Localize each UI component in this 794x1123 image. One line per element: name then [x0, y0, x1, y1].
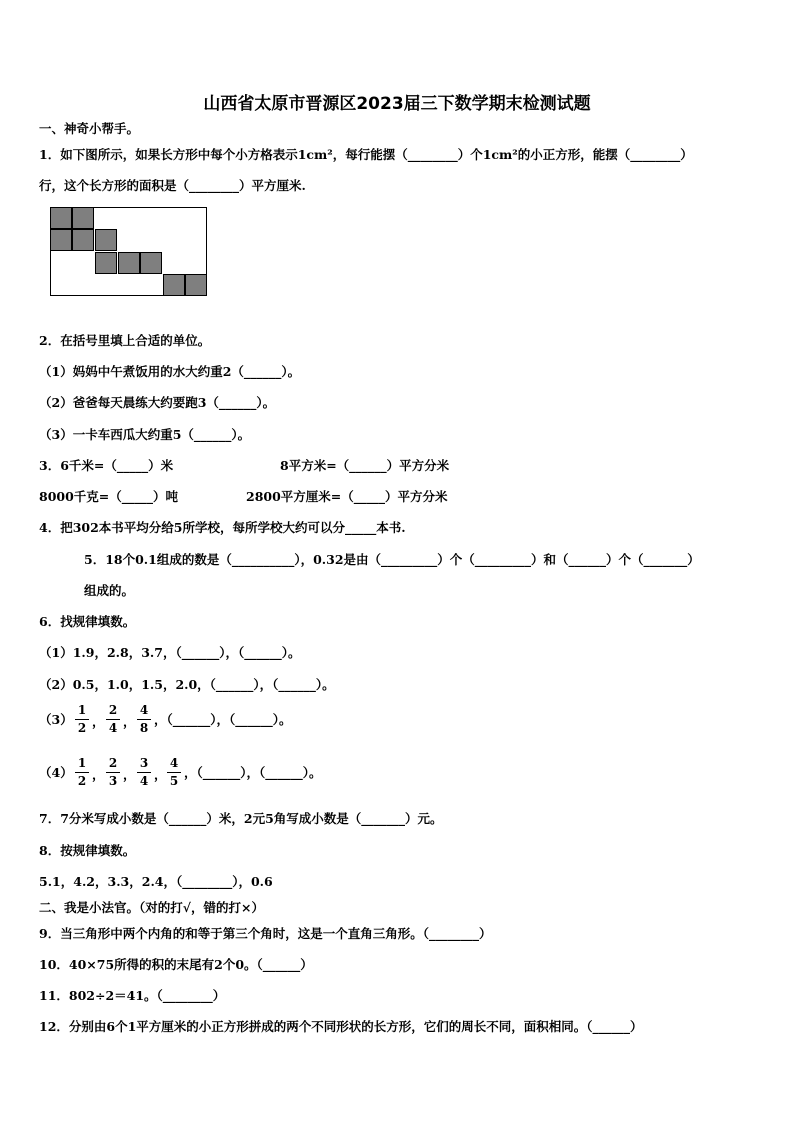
q3-item-c: 8000千克=（_____）吨	[39, 489, 179, 504]
q8-stem: 8．按规律填数。	[39, 843, 136, 858]
comma: ，	[154, 767, 167, 782]
grid-square	[50, 207, 72, 229]
numerator: 4	[139, 703, 149, 717]
numerator: 3	[139, 756, 149, 770]
q5-line2: 组成的。	[84, 583, 135, 598]
q6-item-4-label: （4）	[39, 765, 73, 780]
q1-line2: 行，这个长方形的面积是（________）平方厘米.	[39, 178, 306, 193]
q6-item-4-tail: ，（______），（______）。	[184, 765, 322, 780]
fraction	[106, 703, 120, 736]
denominator: 4	[139, 774, 149, 788]
q2-item-2: （2）爸爸每天晨练大约要跑3（______）。	[39, 395, 276, 410]
rectangle-grid-figure	[50, 207, 207, 296]
fraction	[167, 756, 181, 789]
numerator: 2	[108, 703, 118, 717]
grid-square	[185, 274, 207, 296]
denominator: 4	[108, 721, 118, 735]
q8-sequence: 5.1，4.2，3.3，2.4，（________），0.6	[39, 874, 273, 889]
numerator: 2	[108, 756, 118, 770]
grid-square	[50, 229, 72, 251]
section-1-heading: 一、神奇小帮手。	[39, 121, 140, 136]
numerator: 1	[77, 703, 87, 717]
grid-square	[72, 207, 94, 229]
grid-square	[140, 252, 162, 274]
numerator: 1	[77, 756, 87, 770]
q12: 12．分别由6个1平方厘米的小正方形拼成的两个不同形状的长方形，它们的周长不同，面积相同。（______）	[39, 1019, 643, 1034]
q6-stem: 6．找规律填数。	[39, 614, 136, 629]
q3-item-d: 2800平方厘米=（_____）平方分米	[246, 489, 448, 504]
q4: 4．把302本书平均分给5所学校，每所学校大约可以分_____本书.	[39, 520, 406, 535]
denominator: 3	[108, 774, 118, 788]
q2-item-3: （3）一卡车西瓜大约重5（______）。	[39, 427, 251, 442]
denominator: 5	[169, 774, 179, 788]
page-title: 山西省太原市晋源区2023届三下数学期末检测试题	[203, 94, 591, 114]
q10: 10．40×75所得的积的末尾有2个0。（______）	[39, 957, 313, 972]
denominator: 2	[77, 721, 87, 735]
comma: ，	[92, 714, 105, 729]
grid-square	[163, 274, 185, 296]
comma: ，	[123, 767, 136, 782]
q6-item-3-label: （3）	[39, 712, 73, 727]
fraction	[75, 756, 89, 789]
q2-item-1: （1）妈妈中午煮饭用的水大约重2（______）。	[39, 364, 301, 379]
q1-line1: 1．如下图所示，如果长方形中每个小方格表示1cm²，每行能摆（________）个1cm²的小正方形，能摆（________）	[39, 147, 693, 162]
grid-square	[118, 252, 140, 274]
grid-square	[72, 229, 94, 251]
fraction	[75, 703, 89, 736]
q7: 7．7分米写成小数是（______）米，2元5角写成小数是（_______）元。	[39, 811, 443, 826]
q2-stem: 2．在括号里填上合适的单位。	[39, 333, 211, 348]
fraction	[106, 756, 120, 789]
denominator: 2	[77, 774, 87, 788]
numerator: 4	[169, 756, 179, 770]
q9: 9．当三角形中两个内角的和等于第三个角时，这是一个直角三角形。（________）	[39, 926, 492, 941]
q6-item-1: （1）1.9，2.8，3.7，（______），（______）。	[39, 645, 301, 660]
comma: ，	[92, 767, 105, 782]
comma: ，	[123, 714, 136, 729]
fraction	[137, 756, 151, 789]
q6-item-3-tail: ，（______），（______）。	[154, 712, 292, 727]
grid-square	[95, 252, 117, 274]
section-2-heading: 二、我是小法官。（对的打√，错的打×）	[39, 900, 264, 915]
denominator: 8	[139, 721, 149, 735]
q6-item-2: （2）0.5，1.0，1.5，2.0，（______），（______）。	[39, 677, 335, 692]
q5-line1: 5．18个0.1组成的数是（__________），0.32是由（_________）个（_________）和（______）个（_______）	[84, 552, 700, 567]
grid-square	[95, 229, 117, 251]
q3-item-a: 3．6千米=（_____）米	[39, 458, 174, 473]
q3-item-b: 8平方米=（______）平方分米	[280, 458, 450, 473]
q11: 11．802÷2＝41。（________）	[39, 988, 226, 1003]
fraction	[137, 703, 151, 736]
